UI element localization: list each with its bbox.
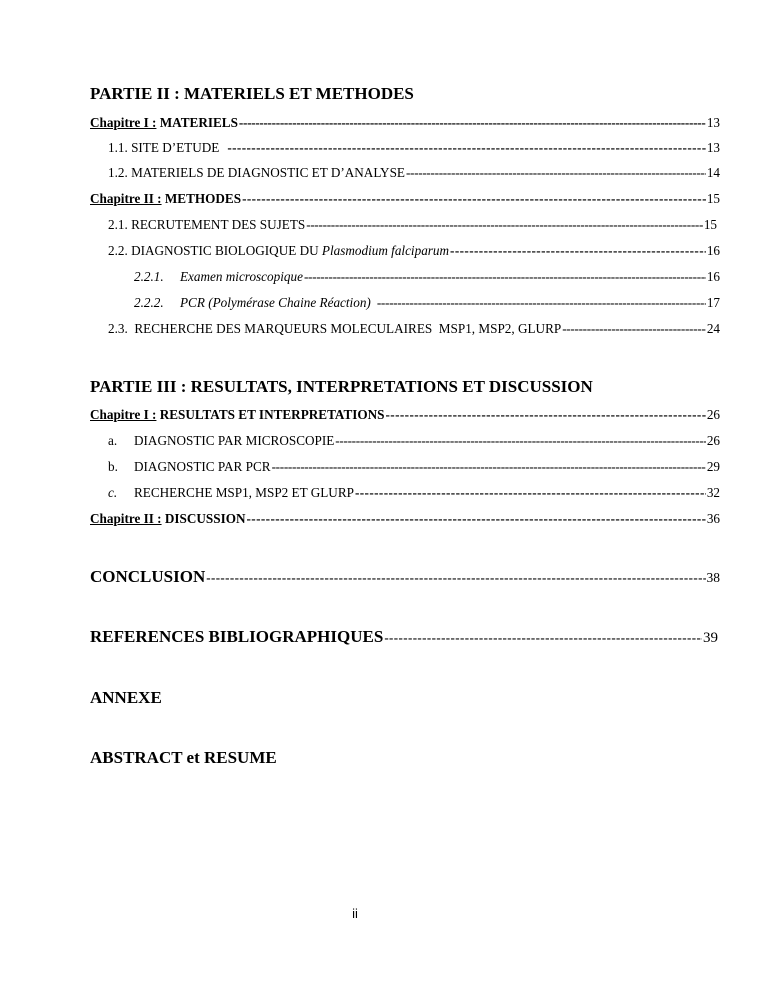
page-number: 17 — [706, 295, 720, 310]
dot-leader — [239, 114, 706, 132]
dot-leader — [246, 510, 705, 528]
section-label-italic: Plasmodium falciparum — [321, 243, 450, 258]
toc-entry-1-1[interactable] — [108, 139, 720, 157]
section-number: 2.2.2. — [134, 295, 164, 310]
dot-leader — [385, 406, 705, 424]
section-label: 1.1. SITE D’ETUDE — [108, 140, 220, 155]
toc-entry-2-2-1[interactable] — [134, 268, 720, 286]
page-number-footer: ii — [352, 906, 358, 921]
chapter-title: MATERIELS — [159, 115, 238, 130]
toc-entry-references[interactable] — [90, 626, 718, 649]
dot-leader — [206, 567, 705, 589]
chapter-prefix: Chapitre I : — [90, 407, 157, 422]
chapter-prefix: Chapitre II : — [90, 511, 162, 526]
toc-entry-1-2[interactable] — [108, 164, 720, 182]
section-label: 2.3. RECHERCHE DES MARQUEURS MOLECULAIRES MSP1, MSP2, GLURP — [108, 321, 562, 336]
toc-entry-annexe[interactable]: ANNEXE — [90, 688, 162, 707]
page-number: 36 — [706, 511, 720, 526]
toc-entry-2-2[interactable] — [108, 242, 720, 260]
page-number: 26 — [706, 407, 720, 422]
section-label: CONCLUSION — [90, 567, 206, 586]
toc-entry-part2-chapter2[interactable] — [90, 190, 720, 208]
section-label: 2.2. DIAGNOSTIC BIOLOGIQUE DU — [108, 243, 319, 258]
dot-leader — [406, 164, 706, 182]
list-letter: b. — [108, 459, 118, 474]
section-label: DIAGNOSTIC PAR MICROSCOPIE — [134, 433, 335, 448]
section-label: Examen microscopique — [180, 269, 303, 284]
page-number: 26 — [706, 433, 720, 448]
dot-leader — [227, 139, 705, 157]
dot-leader — [384, 627, 702, 649]
chapter-title: METHODES — [164, 191, 242, 206]
page-number: 13 — [706, 115, 720, 130]
page-number: 16 — [706, 269, 720, 284]
page-number: 13 — [706, 140, 720, 155]
page-number: 38 — [706, 570, 720, 585]
chapter-prefix: Chapitre I : — [90, 115, 157, 130]
part-3-heading: PARTIE III : RESULTATS, INTERPRETATIONS ET DISCUSSION — [90, 377, 593, 396]
dot-leader — [450, 242, 706, 260]
list-letter: a. — [108, 433, 118, 448]
toc-entry-2-3[interactable] — [108, 320, 720, 338]
toc-entry-conclusion[interactable] — [90, 566, 720, 589]
section-label: REFERENCES BIBLIOGRAPHIQUES — [90, 627, 384, 646]
page-number: 15 — [703, 217, 717, 232]
part-2-heading: PARTIE II : MATERIELS ET METHODES — [90, 84, 414, 103]
dot-leader — [272, 458, 706, 476]
section-label: 2.1. RECRUTEMENT DES SUJETS — [108, 217, 306, 232]
dot-leader — [562, 320, 706, 338]
toc-entry-2-2-2[interactable] — [134, 294, 720, 312]
page-number: 32 — [706, 485, 720, 500]
dot-leader — [377, 294, 706, 312]
dot-leader — [306, 216, 703, 234]
chapter-title: DISCUSSION — [164, 511, 246, 526]
toc-entry-part3-chapter1[interactable] — [90, 406, 720, 424]
page-number: 16 — [706, 243, 720, 258]
dot-leader — [242, 190, 706, 208]
page-number: 14 — [706, 165, 720, 180]
page-number: 29 — [706, 459, 720, 474]
section-label: PCR (Polymérase Chaine Réaction) — [180, 295, 371, 310]
chapter-prefix: Chapitre II : — [90, 191, 162, 206]
dot-leader — [335, 432, 706, 450]
toc-entry-b[interactable] — [108, 458, 720, 476]
toc-entry-abstract[interactable]: ABSTRACT et RESUME — [90, 748, 277, 767]
page-number: 15 — [706, 191, 720, 206]
toc-entry-part3-chapter2[interactable] — [90, 510, 720, 528]
dot-leader — [304, 268, 706, 286]
dot-leader — [355, 484, 706, 502]
toc-entry-c[interactable] — [108, 484, 720, 502]
page-number: 24 — [706, 321, 720, 336]
page-number: 39 — [703, 630, 718, 646]
list-letter: c. — [108, 485, 118, 500]
toc-entry-2-1[interactable] — [108, 216, 717, 234]
toc-entry-part2-chapter1[interactable] — [90, 114, 720, 132]
section-label: 1.2. MATERIELS DE DIAGNOSTIC ET D’ANALYSE — [108, 165, 405, 180]
section-number: 2.2.1. — [134, 269, 164, 284]
section-label: RECHERCHE MSP1, MSP2 ET GLURP — [134, 485, 354, 500]
section-label: DIAGNOSTIC PAR PCR — [134, 459, 271, 474]
chapter-title: RESULTATS ET INTERPRETATIONS — [159, 407, 385, 422]
toc-entry-a[interactable] — [108, 432, 720, 450]
